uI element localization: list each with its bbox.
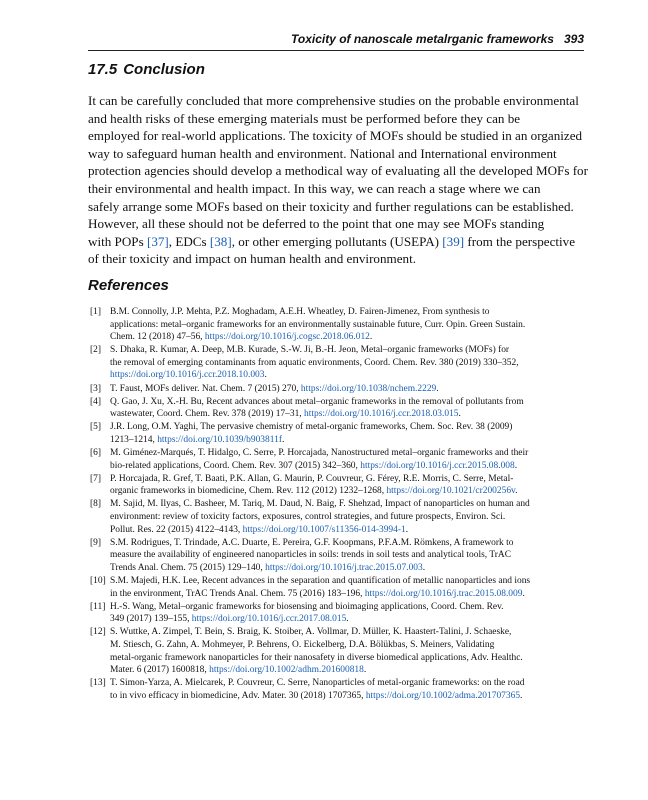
- reference-text: T. Faust, MOFs deliver. Nat. Chem. 7 (2015) 270,: [110, 383, 301, 394]
- reference-end: .: [436, 383, 439, 394]
- reference-item: [88, 537, 586, 575]
- reference-item: [88, 498, 586, 536]
- reference-item: [88, 677, 586, 702]
- conclusion-paragraph: [88, 92, 592, 268]
- reference-number: [11]: [90, 601, 106, 612]
- reference-text: S.M. Majedi, H.K. Lee, Recent advances in the separation and quantification of metallic nanoparticles and ions in the environment, TrAC Trends Anal. Chem. 75 (2016) 183–196,: [110, 575, 531, 599]
- reference-doi-link[interactable]: https://doi.org/10.1016/j.trac.2015.08.009: [364, 588, 523, 599]
- reference-end: .: [458, 409, 461, 420]
- reference-number: [12]: [90, 627, 106, 638]
- references-heading: References: [88, 277, 169, 294]
- header-rule: [88, 50, 584, 51]
- citation-link[interactable]: [37]: [146, 233, 169, 249]
- reference-item: [88, 344, 586, 382]
- reference-text: B.M. Connolly, J.P. Mehta, P.Z. Moghadam, A.E.H. Wheatley, D. Fairen-Jimenez, From synthesis to applications: metal–organic frameworks for an environmentally sustainable future, Curr. Opin. Green Sustain. Chem. 12 (2018) 47–56,: [110, 307, 526, 343]
- reference-doi-link[interactable]: https://doi.org/10.1038/nchem.2229: [300, 383, 437, 394]
- reference-item: [88, 421, 586, 446]
- reference-number: [7]: [90, 473, 102, 484]
- reference-end: .: [514, 460, 518, 471]
- reference-text: Q. Gao, J. Xu, X.-H. Bu, Recent advances about metal–organic frameworks in the removal of pollutants from wastewater, Coord. Chem. Rev. 378 (2019) 17–31,: [110, 396, 524, 420]
- reference-text: S. Dhaka, R. Kumar, A. Deep, M.B. Kurade, S.-W. Ji, B.-H. Jeon, Metal–organic frameworks (MOFs) for the removal of emerging contaminants from aquatic environments, Coord. Chem. Rev. 380 (2019) 330–352,: [110, 345, 519, 368]
- reference-doi-link[interactable]: https://doi.org/10.1016/j.cogsc.2018.06.012: [204, 332, 370, 343]
- reference-doi-link[interactable]: https://doi.org/10.1016/j.ccr.2018.03.015: [304, 409, 459, 420]
- reference-item: [88, 396, 586, 421]
- reference-doi-link[interactable]: https://doi.org/10.1002/adma.201707365: [365, 690, 521, 701]
- reference-number: [5]: [90, 422, 102, 433]
- reference-number: [4]: [90, 396, 102, 407]
- paragraph-text: , EDCs: [168, 233, 210, 249]
- reference-end: .: [515, 486, 518, 497]
- reference-doi-link[interactable]: https://doi.org/10.1007/s11356-014-3994-1: [242, 524, 406, 535]
- reference-item: [88, 575, 586, 600]
- reference-doi-link[interactable]: https://doi.org/10.1016/j.trac.2015.07.003: [265, 562, 423, 573]
- reference-end: .: [522, 588, 525, 599]
- reference-doi-link[interactable]: https://doi.org/10.1039/b903811f: [157, 434, 282, 445]
- reference-doi-link[interactable]: https://doi.org/10.1016/j.ccr.2017.08.015: [191, 614, 347, 625]
- reference-item: [88, 383, 586, 396]
- reference-doi-link[interactable]: https://doi.org/10.1021/cr200256v: [386, 486, 516, 497]
- reference-text: M. Giménez-Marqués, T. Hidalgo, C. Serre, P. Horcajada, Nanostructured metal–organic frameworks and their bio-related applications, Coord. Chem. Rev. 307 (2015) 342–360,: [110, 448, 529, 471]
- reference-list: [88, 306, 586, 703]
- reference-number: [1]: [90, 307, 102, 317]
- reference-number: [9]: [90, 537, 102, 548]
- section-title: Conclusion: [123, 61, 205, 78]
- reference-text: H.-S. Wang, Metal–organic frameworks for biosensing and bioimaging applications, Coord. Chem. Rev. 349 (2017) 139–155,: [110, 601, 504, 625]
- reference-item: [88, 626, 586, 676]
- reference-text: S.M. Rodrigues, T. Trindade, A.C. Duarte, E. Pereira, G.F. Koopmans, P.F.A.M. Römkens, A framework to measure the availability of engineered nanoparticles in soils: trends in soil tests and analytical tools, TrAC Trends Anal. Chem. 75 (2015) 129–140,: [110, 537, 514, 573]
- reference-text: P. Horcajada, R. Gref, T. Baati, P.K. Allan, G. Maurin, P. Couvreur, G. Férey, R.E. Morris, C. Serre, Metal- organic frameworks in biomedicine, Chem. Rev. 112 (2012) 1232–1268,: [110, 473, 514, 497]
- reference-end: .: [363, 665, 367, 676]
- reference-item: [88, 306, 586, 344]
- reference-doi-link[interactable]: https://doi.org/10.1016/j.ccr.2018.10.003: [110, 370, 265, 381]
- reference-end: .: [422, 562, 426, 573]
- paragraph-text: from the perspective of their toxicity and impact on human health and environment.: [88, 233, 576, 267]
- reference-end: .: [346, 614, 349, 625]
- reference-text: M. Sajid, M. Ilyas, C. Basheer, M. Tariq, M. Daud, N. Baig, F. Shehzad, Impact of nanoparticles on human and environment: review of toxicity factors, exposures, control strategies, and future prospects, Environ. Sci. Pollut. Res. 22 (2015) 4122–4143,: [110, 499, 530, 535]
- page-number: 393: [563, 32, 584, 46]
- reference-text: T. Simon-Yarza, A. Mielcarek, P. Couvreur, C. Serre, Nanoparticles of metal-organic frameworks: on the road to in vivo efficacy in biomedicine, Adv. Mater. 30 (2018) 1707365,: [110, 678, 525, 701]
- reference-item: [88, 447, 586, 472]
- reference-text: J.R. Long, O.M. Yaghi, The pervasive chemistry of metal-organic frameworks, Chem. Soc. Rev. 38 (2009) 1213–1214,: [110, 422, 513, 445]
- reference-end: .: [264, 370, 267, 381]
- reference-end: .: [281, 434, 285, 445]
- reference-number: [8]: [90, 499, 102, 510]
- reference-end: .: [405, 524, 409, 535]
- section-number: 17.5: [88, 61, 118, 78]
- reference-end: .: [520, 690, 523, 701]
- reference-number: [13]: [90, 678, 106, 689]
- running-header: [88, 32, 584, 46]
- paragraph-text: It can be carefully concluded that more comprehensive studies on the probable environmental and health risks of these emerging materials must be performed before they can be employed for real-world applications. The toxicity of MOFs should be studied in an organized way to safeguard human health and environment. National and International environment protection agencies should develop a methodical way of evaluating all the developed MOFs for their environmental and health impact. In this way, we can reach a stage where we can safely arrange some MOFs based on their toxicity and further regulations can be established. However, all these should not be deferred to the point that one may see MOFs standing with POPs: [88, 93, 588, 249]
- reference-end: .: [369, 332, 373, 343]
- reference-number: [2]: [90, 345, 102, 356]
- citation-link[interactable]: [38]: [209, 233, 232, 249]
- reference-doi-link[interactable]: https://doi.org/10.1002/adhm.201600818: [209, 665, 364, 676]
- section-heading: [88, 61, 205, 78]
- reference-text: S. Wuttke, A. Zimpel, T. Bein, S. Braig, K. Stoiber, A. Vollmar, D. Müller, K. Haastert-Talini, J. Schaeske, M. Stiesch, G. Zahn, A. Mohmeyer, P. Behrens, O. Eickelberg, D.A. Bölükbas, S. Meiners, Validating metal-organic framework nanoparticles for their nanosafety in diverse biomedical applications, Adv. Healthc. Mater. 6 (2017) 1600818,: [110, 627, 523, 676]
- citation-link[interactable]: [39]: [442, 233, 465, 249]
- reference-number: [3]: [90, 383, 102, 394]
- running-title: Toxicity of nanoscale metalrganic frameworks: [290, 32, 554, 46]
- reference-doi-link[interactable]: https://doi.org/10.1016/j.ccr.2015.08.008: [360, 460, 515, 471]
- reference-item: [88, 473, 586, 498]
- reference-item: [88, 601, 586, 626]
- reference-number: [10]: [90, 575, 106, 586]
- paragraph-text: , or other emerging pollutants (USEPA): [231, 233, 443, 249]
- reference-number: [6]: [90, 448, 102, 459]
